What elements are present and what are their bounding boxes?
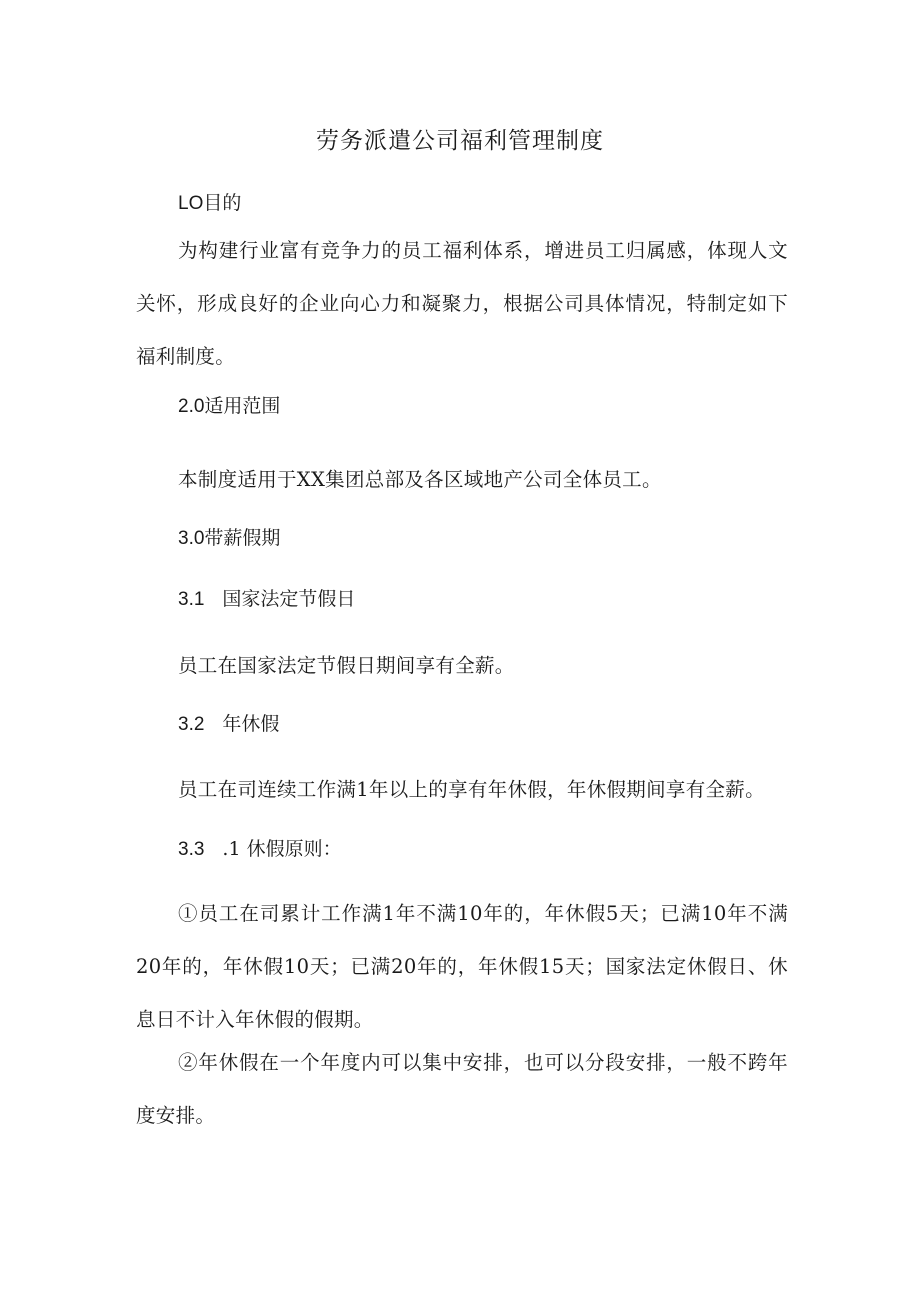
- section-title: 年休假: [222, 713, 280, 735]
- section-title: 国家法定节假日: [222, 588, 356, 610]
- scope-paragraph: 本制度适用于XX集团总部及各区域地产公司全体员工。: [178, 468, 662, 491]
- section-heading-statutory-holidays: [178, 584, 355, 611]
- section-title: 目的: [203, 192, 242, 214]
- leave-rule-1: ①员工在司累计工作满1年不满10年的，年休假5天；已满10年不满20年的，年休假10天；已满20年的，年休假15天；国家法定休假日、休息日不计入年休假的假期。: [136, 902, 788, 1031]
- section-number: 3.0: [178, 528, 205, 549]
- leave-rule-2: ②年休假在一个年度内可以集中安排，也可以分段安排，一般不跨年度安排。: [136, 1051, 788, 1127]
- section-heading-leave-principles: [178, 834, 342, 861]
- statutory-holidays-paragraph: 员工在国家法定节假日期间享有全薪。: [178, 654, 515, 677]
- section-heading-scope: [178, 391, 280, 418]
- section-number: 2.0: [178, 396, 205, 417]
- section-heading-paid-leave: [178, 523, 280, 550]
- annual-leave-paragraph: 员工在司连续工作满1年以上的享有年休假，年休假期间享有全薪。: [178, 778, 765, 801]
- section-heading-annual-leave: [178, 709, 279, 736]
- section-number: LO: [178, 193, 204, 214]
- section-number: 3.1: [178, 589, 205, 610]
- section-title: 带薪假期: [204, 527, 281, 549]
- section-number: 3.2: [178, 714, 205, 735]
- section-title: 适用范围: [204, 395, 281, 417]
- section-number: 3.3: [178, 839, 205, 860]
- document-title: 劳务派遣公司福利管理制度: [316, 128, 604, 154]
- section-heading-purpose: [178, 188, 241, 215]
- purpose-paragraph: 为构建行业富有竞争力的员工福利体系，增进员工归属感，体现人文关怀，形成良好的企业向心力和凝聚力，根据公司具体情况，特制定如下福利制度。: [136, 239, 788, 368]
- section-title: .1 休假原则：: [222, 838, 342, 860]
